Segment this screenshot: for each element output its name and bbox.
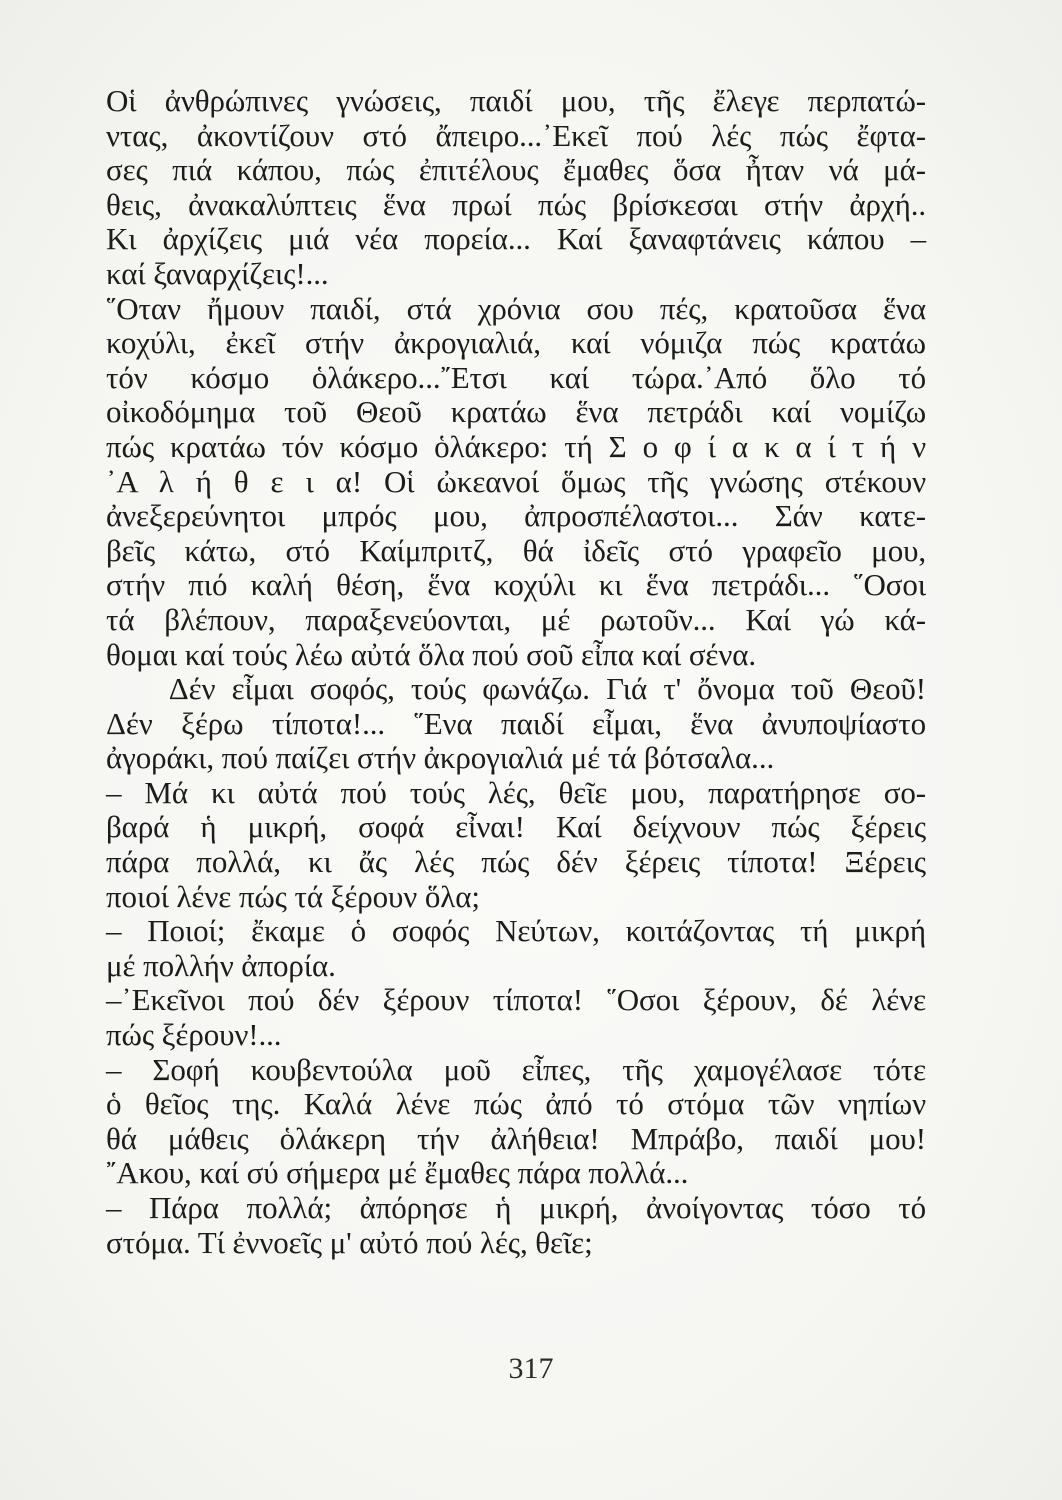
text-line: βεῖς κάτω, στό Καίμπριτζ, θά ἰδεῖς στό γραφεῖο μου, [106,532,926,568]
text-line: τά βλέπουν, παραξενεύονται, μέ ρωτοῦν... Καί γώ κά- [106,601,926,637]
text-line: ᾿Α λ ή θ ε ι α! Οἱ ὠκεανοί ὅμως τῆς γνώσης στέκουν [106,463,926,499]
text-line: οἰκοδόμημα τοῦ Θεοῦ κρατάω ἕνα πετράδι καί νομίζω [106,394,926,430]
text-line: – Μά κι αὐτά πού τούς λές, θεῖε μου, παρατήρησε σο- [106,774,926,810]
text-line: – Ποιοί; ἔκαμε ὁ σοφός Νεύτων, κοιτάζοντας τή μικρή [106,913,926,949]
text-line: στήν πιό καλή θέση, ἕνα κοχύλι κι ἕνα πετράδι... ῞Οσοι [106,567,926,603]
text-line: ποιοί λένε πώς τά ξέρουν ὅλα; [106,878,480,914]
text-line: ῞Οταν ἤμουν παιδί, στά χρόνια σου πές, κρατοῦσα ἕνα [106,290,926,326]
text-line: ἀνεξερεύνητοι μπρός μου, ἀπροσπέλαστοι... Σάν κατε- [106,498,926,534]
text-line: μέ πολλήν ἀπορία. [106,947,336,983]
text-line: Δέν εἶμαι σοφός, τούς φωνάζω. Γιά τ' ὄνομα τοῦ Θεοῦ! [106,671,926,707]
text-line: θομαι καί τούς λέω αὐτά ὅλα πού σοῦ εἶπα καί σένα. [106,636,757,672]
text-line: πώς ξέρουν!... [106,1017,282,1053]
text-line: ἀγοράκι, πού παίζει στήν ἀκρογιαλιά μέ τά βότσαλα... [106,740,775,776]
text-line: κοχύλι, ἐκεῖ στήν ἀκρογιαλιά, καί νόμιζα πώς κρατάω [106,325,926,361]
text-line: σες πιά κάπου, πώς ἐπιτέλους ἔμαθες ὅσα ἦταν νά μά- [106,152,926,188]
text-line: Δέν ξέρω τίποτα!... ῞Ενα παιδί εἶμαι, ἕνα ἀνυποψίαστο [106,705,926,741]
text-line: πώς κρατάω τόν κόσμο ὁλάκερο: τή Σ ο φ ί α κ α ί τ ή ν [106,428,926,464]
text-line: Κι ἀρχίζεις μιά νέα πορεία... Καί ξαναφτάνεις κάπου – [106,221,926,257]
text-line: στόμα. Τί ἐννοεῖς μ' αὐτό πού λές, θεῖε; [106,1224,593,1260]
text-line: πάρα πολλά, κι ἄς λές πώς δέν ξέρεις τίποτα! Ξέρεις [106,844,926,880]
text-line: Οἱ ἀνθρώπινες γνώσεις, παιδί μου, τῆς ἔλεγε περπατώ- [106,83,926,118]
text-line: –᾿Εκεῖνοι πού δέν ξέρουν τίποτα! ῞Οσοι ξέρουν, δέ λένε [106,982,926,1018]
text-line: ντας, ἀκοντίζουν στό ἄπειρο...᾿Εκεῖ πού λές πώς ἔφτα- [106,117,926,153]
text-line: – Πάρα πολλά; ἀπόρησε ἡ μικρή, ἀνοίγοντας τόσο τό [106,1190,926,1225]
body-text [106,84,926,1260]
text-line: ὁ θεῖος της. Καλά λένε πώς ἀπό τό στόμα τῶν νηπίων [106,1086,926,1122]
text-line: θεις, ἀνακαλύπτεις ἕνα πρωί πώς βρίσκεσαι στήν ἀρχή.. [106,186,926,222]
text-line: τόν κόσμο ὁλάκερο...῎Ετσι καί τώρα.᾿Από ὅλο τό [106,359,926,395]
text-line: – Σοφή κουβεντούλα μοῦ εἶπες, τῆς χαμογέλασε τότε [106,1051,926,1087]
text-line: καί ξαναρχίζεις!... [106,255,329,291]
text-line: βαρά ἡ μικρή, σοφά εἶναι! Καί δείχνουν πώς ξέρεις [106,809,926,845]
text-line: ῎Ακου, καί σύ σήμερα μέ ἔμαθες πάρα πολλά... [106,1155,689,1191]
text-line: θά μάθεις ὁλάκερη τήν ἀλήθεια! Μπράβο, παιδί μου! [106,1120,926,1156]
page-number: 317 [508,1352,554,1385]
